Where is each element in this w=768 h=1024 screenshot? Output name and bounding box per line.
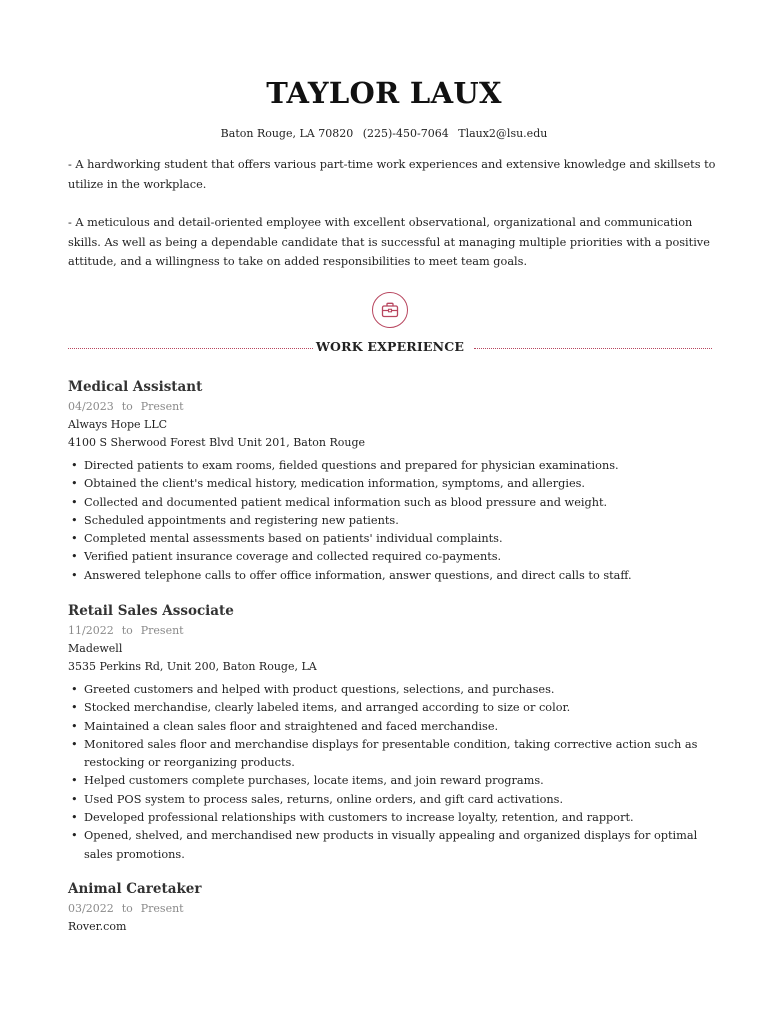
bullet-item: • Completed mental assessments based on patients' individual complaints. (68, 530, 718, 548)
job-company: Madewell (68, 642, 123, 655)
bullet-item: • Greeted customers and helped with product questions, selections, and purchases. (68, 681, 718, 699)
job-bullets (68, 457, 718, 585)
bullet-item: • Collected and documented patient medical information such as blood pressure and weight. (68, 494, 718, 512)
job-company: Always Hope LLC (68, 418, 168, 431)
work-experience-header (68, 339, 712, 359)
summary-paragraph-1: - A hardworking student that offers various part-time work experiences and extensive knowledge and skillsets to utilize in the workplace. (68, 158, 716, 191)
job-end-date: Present (140, 400, 184, 413)
contact-phone: (225)-450-7064 (362, 127, 449, 140)
briefcase-icon (372, 292, 408, 328)
job-end-date: Present (140, 624, 184, 637)
bullet-item: • Maintained a clean sales floor and straightened and faced merchandise. (68, 718, 718, 736)
contact-location: Baton Rouge, LA 70820 (220, 127, 354, 140)
bullet-item: • Scheduled appointments and registering new patients. (68, 512, 718, 530)
job-bullets (68, 681, 718, 864)
job-entry (68, 601, 718, 864)
job-company: Rover.com (68, 920, 127, 933)
date-separator: to (121, 902, 133, 915)
bullet-item: • Developed professional relationships with customers to increase loyalty, retention, and rapport. (68, 809, 718, 827)
candidate-name: TAYLOR LAUX (266, 76, 502, 110)
job-entry (68, 377, 718, 585)
job-dates (68, 398, 718, 416)
bullet-item: • Verified patient insurance coverage and collected required co-payments. (68, 548, 718, 566)
job-title: Animal Caretaker (68, 881, 202, 897)
contact-email[interactable]: Tlaux2@lsu.edu (458, 127, 548, 140)
bullet-item: • Used POS system to process sales, returns, online orders, and gift card activations. (68, 791, 718, 809)
job-address: 4100 S Sherwood Forest Blvd Unit 201, Baton Rouge (68, 436, 366, 449)
date-separator: to (121, 400, 133, 413)
job-start-date: 11/2022 (68, 624, 114, 637)
bullet-item: • Stocked merchandise, clearly labeled items, and arranged according to size or color. (68, 699, 718, 717)
job-title: Retail Sales Associate (68, 603, 234, 619)
job-entry (68, 879, 718, 936)
bullet-item: • Directed patients to exam rooms, fielded questions and prepared for physician examinations. (68, 457, 718, 475)
summary-paragraph-2: - A meticulous and detail-oriented employee with excellent observational, organizational and communication skills. As well as being a dependable candidate that is successful at managing multiple priorities with a positive attitude, and a willingness to take on added responsibilities to meet team goals. (68, 216, 710, 268)
section-title: WORK EXPERIENCE (315, 339, 465, 354)
job-start-date: 03/2022 (68, 902, 114, 915)
job-start-date: 04/2023 (68, 400, 114, 413)
date-separator: to (121, 624, 133, 637)
contact-line (0, 127, 768, 140)
bullet-item: • Helped customers complete purchases, locate items, and join reward programs. (68, 772, 718, 790)
bullet-item: • Answered telephone calls to offer office information, answer questions, and direct calls to staff. (68, 567, 718, 585)
job-title: Medical Assistant (68, 379, 203, 395)
divider-right (474, 348, 712, 349)
job-dates (68, 622, 718, 640)
bullet-item: • Monitored sales floor and merchandise displays for presentable condition, taking corrective action such as restocking or reorganizing products. (68, 736, 718, 773)
job-dates (68, 900, 718, 918)
bullet-item: • Opened, shelved, and merchandised new products in visually appealing and organized displays for optimal sales promotions. (68, 827, 718, 864)
bullet-item: • Obtained the client's medical history, medication information, symptoms, and allergies. (68, 475, 718, 493)
job-address: 3535 Perkins Rd, Unit 200, Baton Rouge, LA (68, 660, 317, 673)
job-end-date: Present (140, 902, 184, 915)
